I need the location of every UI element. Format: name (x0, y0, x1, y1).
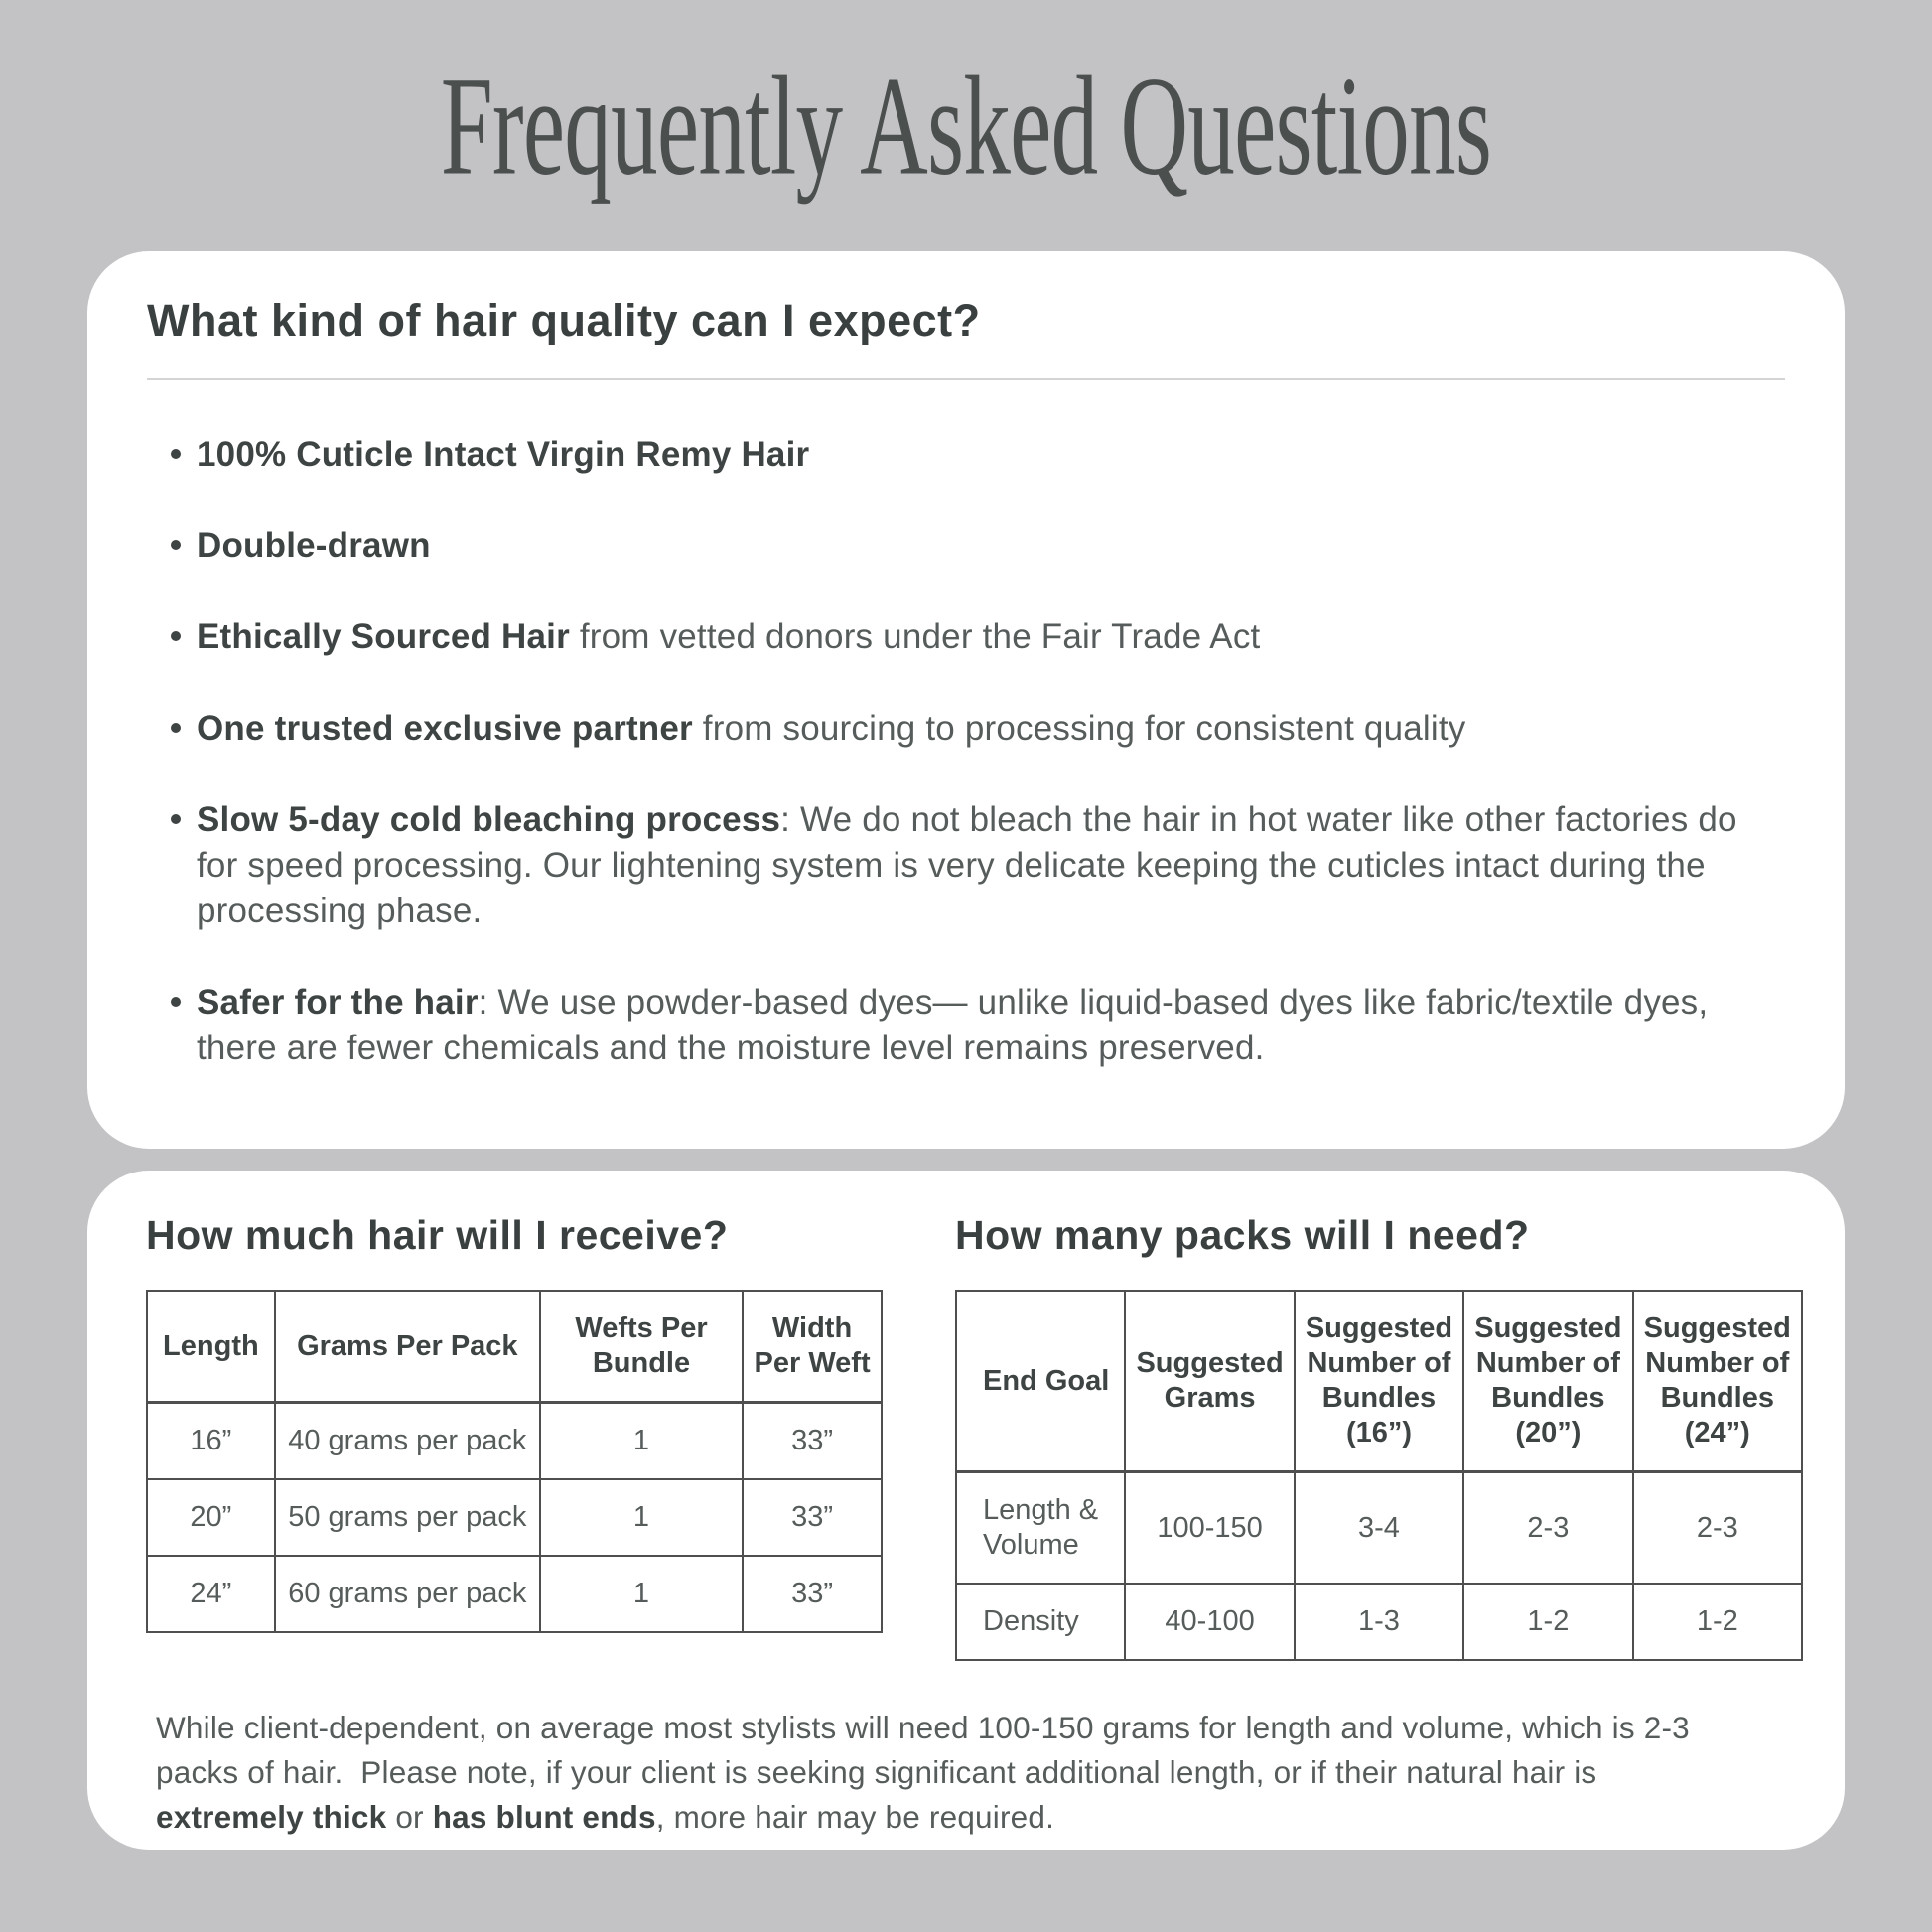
bold-text: has blunt ends (432, 1799, 656, 1835)
table-cell: 2-3 (1463, 1472, 1632, 1585)
bullet-item (147, 615, 1785, 660)
column-header: Length (147, 1291, 275, 1403)
column-header: Wefts Per Bundle (540, 1291, 743, 1403)
text: : We do not bleach the hair in hot water like other factories do for speed processing. Our lightening system is very delicate keeping the cuticles intact during the processing phase. (197, 800, 1737, 930)
column-header: Suggested Number of Bundles (16”) (1295, 1291, 1463, 1472)
table-cell: 1 (540, 1556, 743, 1632)
page-title: Frequently Asked Questions (440, 47, 1492, 205)
table-cell: 1 (540, 1479, 743, 1556)
table-cell: 16” (147, 1403, 275, 1480)
text: from vetted donors under the Fair Trade Act (569, 618, 1261, 656)
receive-table (146, 1290, 883, 1633)
bullet-item (147, 523, 1785, 569)
text: While client-dependent, on average most stylists will need 100-150 grams for length and volume, which is 2-3 packs of hair. Please note, if your client is seeking significant additional length, or if their natural hair is (156, 1710, 1690, 1790)
table-cell: 1-2 (1633, 1584, 1802, 1660)
quality-bullet-list (147, 432, 1785, 1071)
table-cell: 24” (147, 1556, 275, 1632)
bullet-item (147, 706, 1785, 752)
packs-heading: How many packs will I need? (955, 1212, 1530, 1258)
table-cell: 1-2 (1463, 1584, 1632, 1660)
table-row (147, 1556, 882, 1632)
table-cell: 1-3 (1295, 1584, 1463, 1660)
column-header: End Goal (956, 1291, 1125, 1472)
table-row (956, 1472, 1802, 1585)
receive-section (146, 1212, 883, 1633)
table-cell: Density (956, 1584, 1125, 1660)
table-cell: 40 grams per pack (275, 1403, 540, 1480)
table-cell: 100-150 (1125, 1472, 1294, 1585)
table-row (147, 1479, 882, 1556)
table-cell: 33” (743, 1479, 882, 1556)
column-header: Suggested Number of Bundles (24”) (1633, 1291, 1802, 1472)
column-header: Grams Per Pack (275, 1291, 540, 1403)
footnote (156, 1706, 1744, 1840)
text: , more hair may be required. (655, 1799, 1055, 1835)
bold-text: Slow 5-day cold bleaching process (197, 800, 781, 839)
table-cell: 2-3 (1633, 1472, 1802, 1585)
column-header: Suggested Number of Bundles (20”) (1463, 1291, 1632, 1472)
bold-text: 100% Cuticle Intact Virgin Remy Hair (197, 435, 810, 474)
packs-section (955, 1212, 1803, 1661)
packs-table (955, 1290, 1803, 1661)
table-cell: 33” (743, 1556, 882, 1632)
table-cell: 50 grams per pack (275, 1479, 540, 1556)
quality-card (87, 251, 1845, 1149)
column-header: Suggested Grams (1125, 1291, 1294, 1472)
header-row (956, 1291, 1802, 1472)
quality-heading: What kind of hair quality can I expect? (147, 295, 981, 345)
table-cell: 40-100 (1125, 1584, 1294, 1660)
table-row (956, 1584, 1802, 1660)
column-header: Width Per Weft (743, 1291, 882, 1403)
bold-text: Safer for the hair (197, 983, 479, 1022)
bullet-item (147, 432, 1785, 478)
table-cell: Length & Volume (956, 1472, 1125, 1585)
table-cell: 1 (540, 1403, 743, 1480)
table-columns (146, 1212, 1803, 1661)
text: : We use powder-based dyes— unlike liquid-based dyes like fabric/textile dyes, there are fewer chemicals and the moisture level remains preserved. (197, 983, 1709, 1067)
page-header (0, 0, 1932, 251)
header-row (147, 1291, 882, 1403)
text: or (386, 1799, 433, 1835)
table-row (147, 1403, 882, 1480)
table-cell: 20” (147, 1479, 275, 1556)
bullet-item (147, 980, 1785, 1071)
divider (147, 378, 1785, 380)
table-cell: 3-4 (1295, 1472, 1463, 1585)
bold-text: One trusted exclusive partner (197, 709, 693, 748)
bold-text: Ethically Sourced Hair (197, 618, 570, 656)
receive-heading: How much hair will I receive? (146, 1212, 729, 1258)
quantity-card (87, 1171, 1845, 1850)
table-cell: 33” (743, 1403, 882, 1480)
text: from sourcing to processing for consistent quality (692, 709, 1466, 748)
bullet-item (147, 797, 1785, 934)
table-cell: 60 grams per pack (275, 1556, 540, 1632)
bold-text: Double-drawn (197, 526, 431, 565)
bold-text: extremely thick (156, 1799, 387, 1835)
